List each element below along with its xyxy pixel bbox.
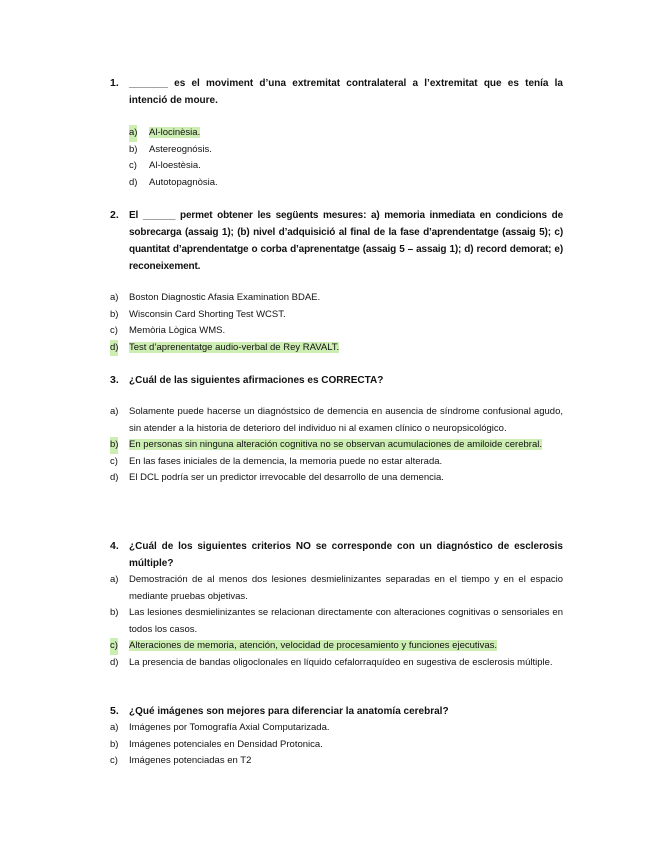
question-4 — [0, 538, 655, 672]
option-label: b) — [110, 738, 119, 750]
option-text: Imágenes potenciadas en T2 — [129, 755, 252, 767]
option-a — [0, 404, 655, 437]
question-text: ¿Qué imágenes son mejores para diferenciar la anatomía cerebral? — [129, 706, 449, 717]
option-label: a) — [110, 292, 119, 303]
question-5 — [0, 703, 655, 770]
option-text: Autotopagnòsia. — [149, 176, 218, 188]
option-c-correct — [0, 638, 655, 655]
option-label: c) — [110, 755, 118, 767]
question-1 — [0, 75, 655, 191]
option-text: En personas sin ninguna alteración cognitiva no se observan acumulaciones de amiloide cerebral. — [129, 439, 542, 451]
option-d-correct — [0, 340, 655, 357]
question-number: 3. — [110, 374, 119, 386]
option-label: b) — [110, 308, 119, 320]
option-c — [0, 454, 655, 471]
option-text: Boston Diagnostic Afasia Examination BDAE. — [129, 292, 321, 303]
option-c — [0, 753, 655, 770]
option-list — [0, 404, 655, 487]
option-text: Imágenes potenciales en Densidad Protonica. — [129, 738, 323, 750]
option-label: c) — [129, 160, 137, 172]
option-b — [0, 605, 655, 638]
option-list — [0, 290, 655, 356]
option-c — [0, 323, 655, 340]
option-text: En las fases iniciales de la demencia, la memoria puede no estar alterada. — [129, 455, 443, 467]
option-a — [0, 290, 655, 307]
option-text: Imágenes por Tomografía Axial Computarizada. — [129, 722, 330, 733]
question-number: 1. — [110, 77, 119, 89]
question-text: ¿Cuál de los siguientes criterios NO se corresponde con un diagnóstico de esclerosis múltiple? — [129, 541, 563, 569]
question-3 — [0, 372, 655, 487]
question-number: 5. — [110, 705, 119, 717]
question-header — [0, 75, 655, 109]
question-number: 2. — [110, 209, 119, 221]
option-a — [0, 572, 655, 605]
option-d — [0, 175, 655, 192]
option-list — [0, 720, 655, 770]
option-text: Al-locinèsia. — [149, 127, 201, 138]
option-label: c) — [110, 325, 118, 337]
option-text: Solamente puede hacerse un diagnóstsico de demencia en ausencia de síndrome confusional agudo, sin atender a la historia de deterioro del individuo ni al examen clínico o neuropsicológico. — [129, 406, 563, 434]
option-b — [0, 307, 655, 324]
option-a — [0, 720, 655, 737]
question-2 — [0, 207, 655, 356]
question-text: El ______ permet obtener les següents mesures: a) memoria inmediata en condicions de sobrecarga (assaig 1); (b) nivel d’adquisició al final de la fase d’aprendentatge (assaig 5); c) quantitat d’aprendentatge o corba d’aprenentatge (assaig 5 – assaig 1); d) record demorat; e) reconeixement. — [129, 210, 563, 272]
option-text: Astereognósis. — [149, 143, 212, 155]
question-header — [0, 372, 655, 389]
option-label: b) — [110, 437, 118, 454]
option-text: Las lesiones desmielinizantes se relacionan directamente con alteraciones cognitivas o sensoriales en todos los casos. — [129, 607, 563, 635]
option-text: Demostración de al menos dos lesiones desmielinizantes separadas en el tiempo y en el espacio mediante pruebas objetivas. — [129, 574, 563, 602]
option-b — [0, 737, 655, 754]
question-header — [0, 703, 655, 720]
question-text: ¿Cuál de las siguientes afirmaciones es CORRECTA? — [129, 375, 384, 386]
question-header — [0, 207, 655, 275]
option-label: d) — [110, 340, 118, 357]
option-text: Alteraciones de memoria, atención, velocidad de procesamiento y funciones ejecutivas. — [129, 640, 498, 652]
question-text: _______ es el moviment d’una extremitat contralateral a l’extremitat que es tenía la intenció de moure. — [129, 78, 563, 106]
question-header — [0, 538, 655, 572]
option-label: d) — [110, 656, 119, 668]
option-label: b) — [129, 143, 138, 155]
option-label: c) — [110, 638, 118, 655]
option-list — [0, 572, 655, 672]
option-a-correct — [0, 125, 655, 142]
option-d — [0, 655, 655, 672]
option-label: a) — [110, 722, 119, 733]
option-text: Memòria Lògica WMS. — [129, 325, 226, 337]
option-label: d) — [110, 472, 119, 484]
option-text: El DCL podría ser un predictor irrevocable del desarrollo de una demencia. — [129, 472, 444, 484]
option-label: a) — [129, 125, 137, 142]
option-text: Al-loestèsia. — [149, 160, 201, 172]
option-c — [0, 158, 655, 175]
option-d — [0, 470, 655, 487]
option-label: c) — [110, 455, 118, 467]
option-list — [0, 125, 655, 191]
option-label: d) — [129, 176, 138, 188]
option-text: La presencia de bandas oligoclonales en líquido cefalorraquídeo en sugestiva de esclerosis múltiple. — [129, 656, 553, 668]
option-label: a) — [110, 406, 119, 417]
option-b-correct — [0, 437, 655, 454]
option-label: b) — [110, 607, 119, 619]
option-label: a) — [110, 574, 119, 585]
option-text: Wisconsin Card Shorting Test WCST. — [129, 308, 286, 320]
option-b — [0, 142, 655, 159]
question-number: 4. — [110, 540, 119, 552]
option-text: Test d’aprenentatge audio-verbal de Rey RAVALT. — [129, 341, 340, 353]
